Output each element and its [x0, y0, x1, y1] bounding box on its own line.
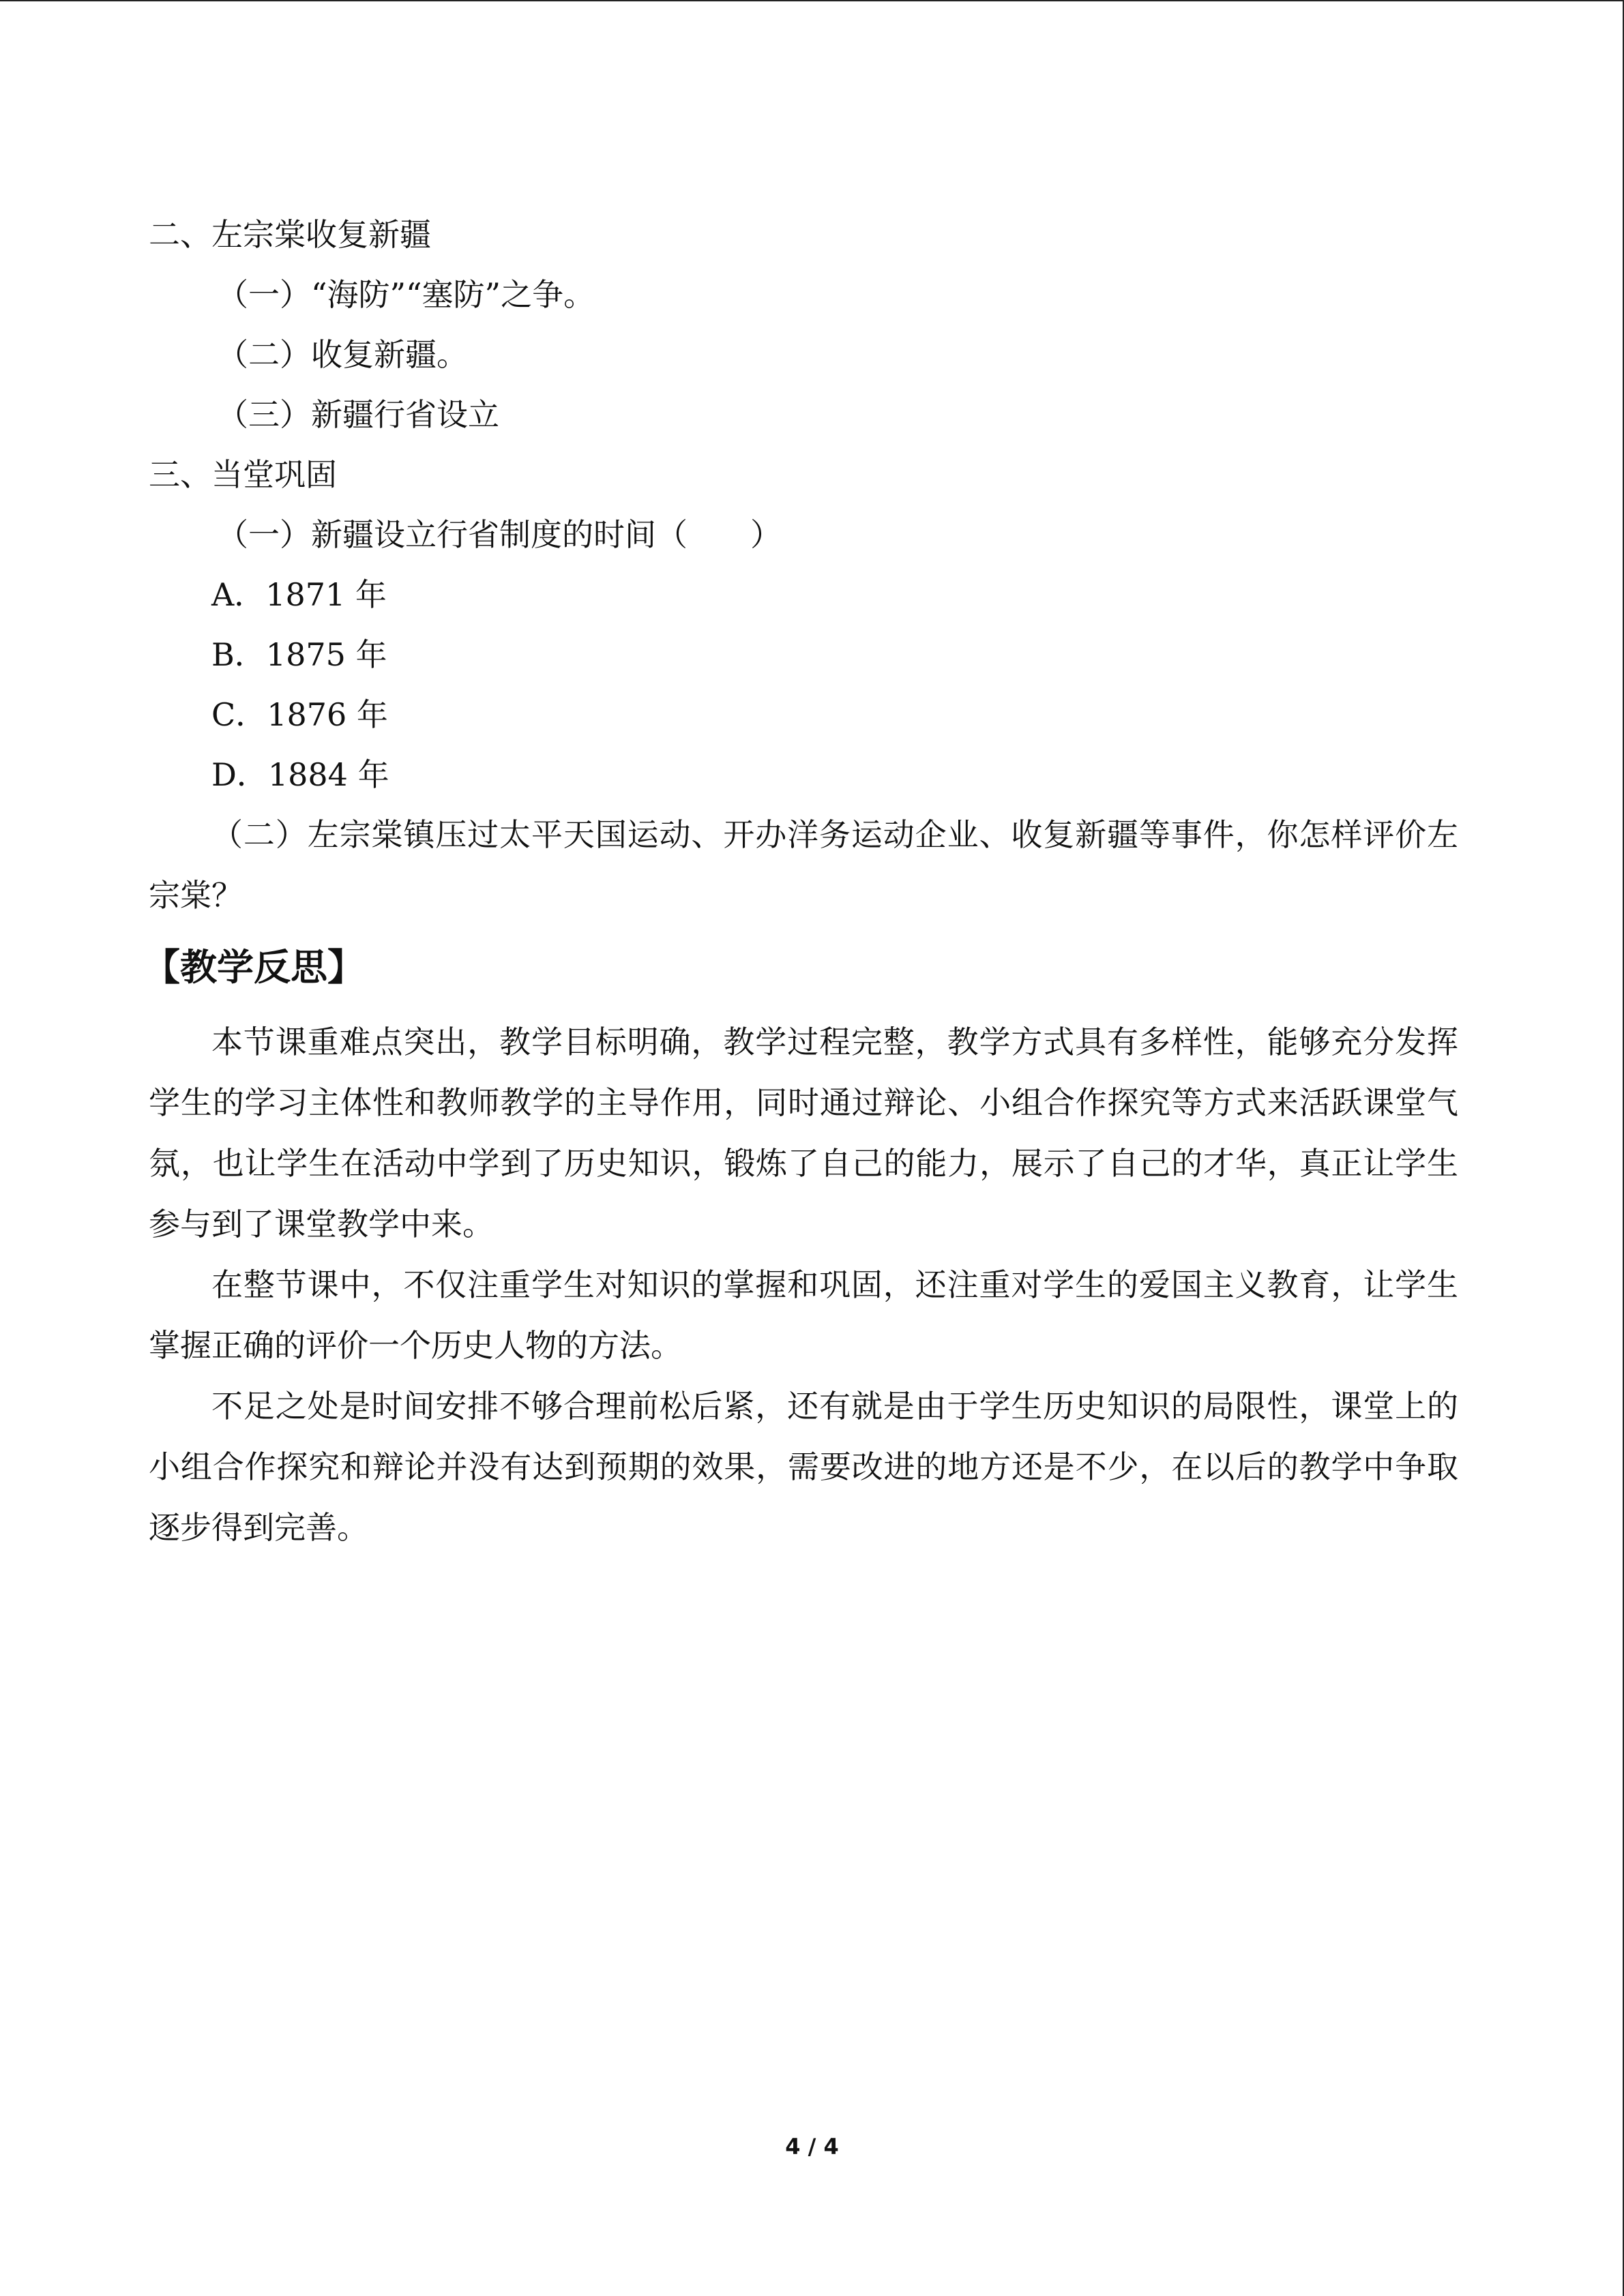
reflection-paragraph: 在整节课中，不仅注重学生对知识的掌握和巩固，还注重对学生的爱国主义教育，让学生掌握正确的评价一个历史人物的方法。	[149, 1266, 1458, 1364]
question-1-option-c: C．1876 年	[211, 696, 388, 733]
question-1-option-a: A．1871 年	[211, 576, 387, 613]
section-2-item: （一）“海防”“塞防”之争。	[217, 276, 595, 313]
document-body	[143, 205, 1458, 1558]
reflection-paragraph: 本节课重难点突出，教学目标明确，教学过程完整，教学方式具有多样性，能够充分发挥学生的学习主体性和教师教学的主导作用，同时通过辩论、小组合作探究等方式来活跃课堂气氛，也让学生在活动中学到了历史知识，锻炼了自己的能力，展示了自己的才华，真正让学生参与到了课堂教学中来。	[149, 1024, 1458, 1242]
reflection-paragraph: 不足之处是时间安排不够合理前松后紧，还有就是由于学生历史知识的局限性，课堂上的小组合作探究和辩论并没有达到预期的效果，需要改进的地方还是不少，在以后的教学中争取逐步得到完善。	[149, 1388, 1458, 1546]
section-2-title: 二、左宗棠收复新疆	[149, 216, 431, 253]
reflection-heading: 【教学反思】	[143, 946, 364, 989]
question-1-option-b: B．1875 年	[211, 636, 387, 673]
section-2-item: （三）新疆行省设立	[217, 396, 499, 433]
question-1-option-d: D．1884 年	[211, 756, 389, 793]
question-2: （二）左宗棠镇压过太平天国运动、开办洋务运动企业、收复新疆等事件，你怎样评价左宗棠？	[149, 816, 1458, 914]
section-2-item: （二）收复新疆。	[217, 336, 468, 373]
question-1-stem: （一）新疆设立行省制度的时间（ ）	[217, 516, 782, 553]
section-3-title: 三、当堂巩固	[149, 456, 337, 493]
page-number: 4 / 4	[785, 2134, 839, 2160]
